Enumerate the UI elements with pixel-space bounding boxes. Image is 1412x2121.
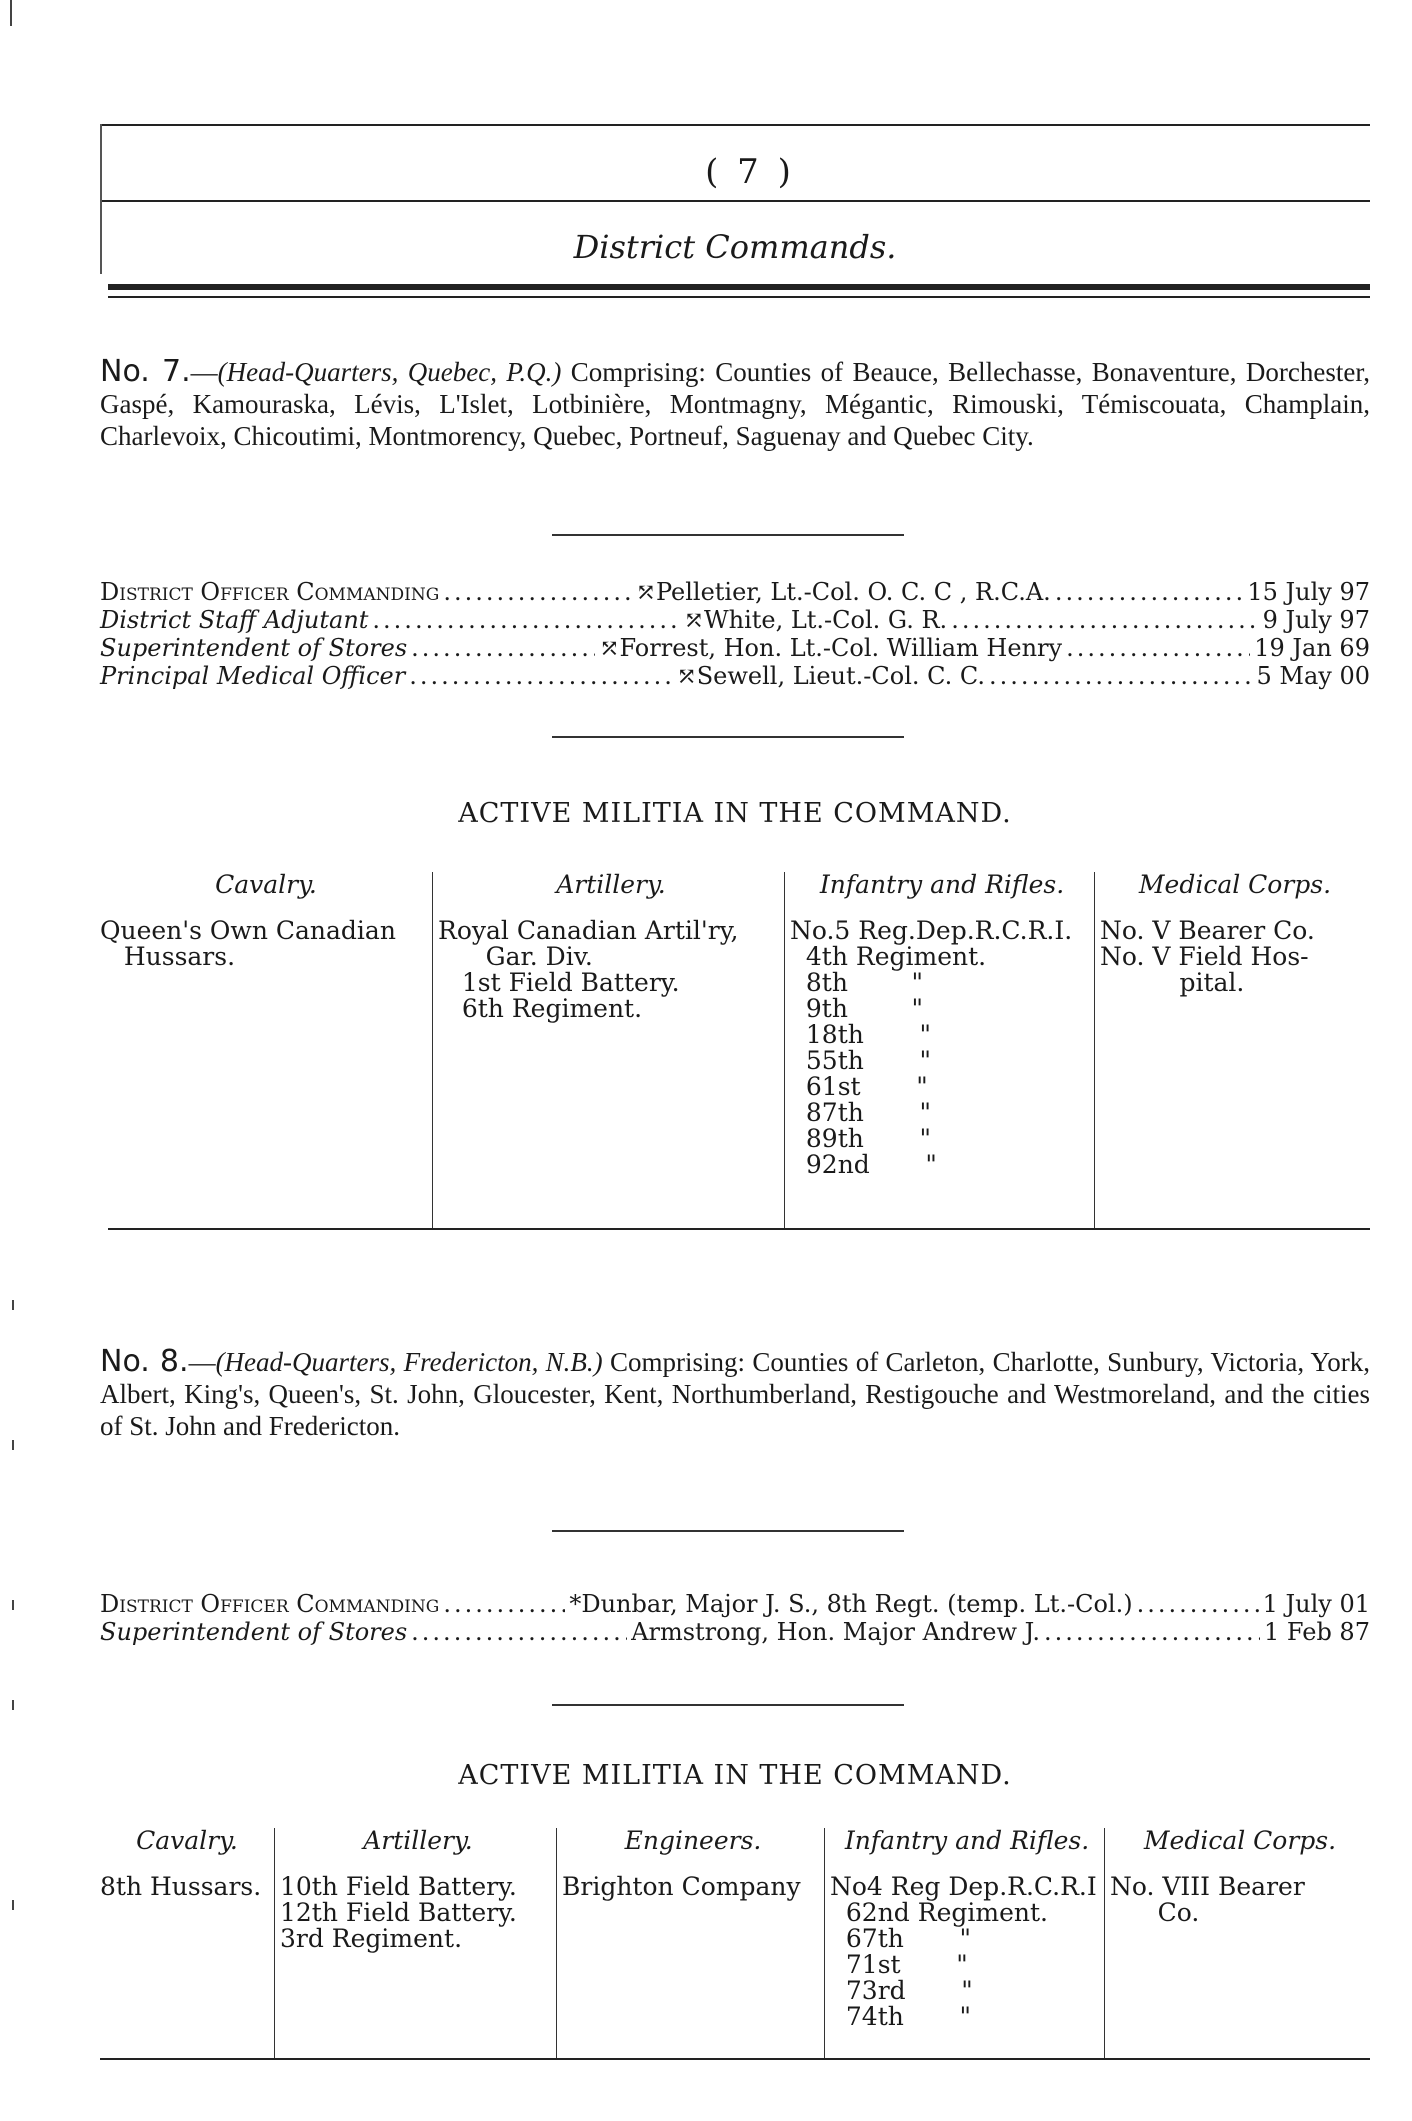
district7-table-bottom-rule (108, 1228, 1370, 1230)
officer-title: Principal Medical Officer (100, 662, 406, 690)
leader-dots (411, 1618, 627, 1646)
bottom-rule (100, 2058, 1370, 2060)
unit-entry: 10th Field Battery. (280, 1872, 517, 1901)
district8-heading: No. 8. (100, 1344, 189, 1379)
margin-mark (12, 1900, 14, 1910)
column-cell (830, 1874, 1104, 2030)
militia-column (280, 1828, 556, 1952)
district8-militia-table (100, 1828, 1370, 2058)
column-header: Infantry and Rifles. (844, 1826, 1090, 1855)
militia-column (790, 872, 1094, 1178)
officer-row (100, 606, 1370, 634)
unit-entry: No. V Field Hos- (1100, 942, 1309, 971)
divider (552, 534, 904, 536)
column-cell (100, 918, 432, 970)
unit-entry: 71st " (830, 1950, 968, 1979)
leader-dots (1044, 1618, 1260, 1646)
unit-entry: No4 Reg Dep.R.C.R.I (830, 1872, 1097, 1901)
column-separator (824, 1828, 825, 2058)
officer-title: District Officer Commanding (100, 578, 440, 606)
column-cell (790, 918, 1094, 1178)
divider (552, 1530, 904, 1532)
margin-mark (12, 1600, 14, 1610)
margin-mark (10, 0, 12, 26)
leader-dots (1137, 1590, 1259, 1618)
unit-entry: 1st Field Battery. (438, 968, 680, 997)
unit-entry: 89th " (790, 1124, 931, 1153)
section-title: District Commands. (573, 228, 897, 266)
unit-entry: 6th Regiment. (438, 994, 643, 1023)
unit-entry: Royal Canadian Artil'ry, (438, 916, 739, 945)
officer-row (100, 1590, 1370, 1618)
column-cell (100, 1874, 274, 1900)
unit-entry: 8th " (790, 968, 924, 997)
unit-entry: Hussars. (100, 942, 236, 971)
district7-militia-heading: ACTIVE MILITIA IN THE COMMAND. (458, 798, 1012, 829)
leader-dots (411, 634, 595, 662)
appointment-date: 1 Feb 87 (1264, 1618, 1370, 1646)
appointment-date: 5 May 00 (1256, 662, 1370, 690)
unit-entry: 74th " (830, 2002, 971, 2031)
column-header: Medical Corps. (1138, 870, 1332, 899)
officer-row (100, 578, 1370, 606)
unit-entry: 12th Field Battery. (280, 1898, 517, 1927)
unit-entry: 8th Hussars. (100, 1872, 262, 1901)
unit-entry: No. V Bearer Co. (1100, 916, 1315, 945)
unit-entry: 73rd " (830, 1976, 973, 2005)
unit-entry: Gar. Div. (438, 942, 593, 971)
district8-militia-heading: ACTIVE MILITIA IN THE COMMAND. (458, 1760, 1012, 1791)
officer-title: Superintendent of Stores (100, 634, 408, 662)
column-header: Medical Corps. (1143, 1826, 1337, 1855)
leader-dots (409, 662, 672, 690)
unit-entry: No.5 Reg.Dep.R.C.R.I. (790, 916, 1073, 945)
unit-entry: 4th Regiment. (790, 942, 987, 971)
leader-dots (443, 578, 632, 606)
section-thin-rule (108, 296, 1370, 298)
margin-mark (12, 1440, 14, 1450)
column-separator (274, 1828, 275, 2058)
divider (552, 1704, 904, 1706)
unit-entry: No. VIII Bearer (1110, 1872, 1305, 1901)
column-separator (432, 872, 433, 1228)
leader-dots (443, 1590, 565, 1618)
officer-row (100, 634, 1370, 662)
militia-column (562, 1828, 824, 1900)
column-separator (556, 1828, 557, 2058)
divider (552, 736, 904, 738)
unit-entry: 92nd " (790, 1150, 937, 1179)
officer-name: Armstrong, Hon. Major Andrew J. (631, 1618, 1041, 1646)
officer-name: ⤱Pelletier, Lt.-Col. O. C. C , R.C.A. (635, 578, 1051, 606)
officer-title: District Staff Adjutant (100, 606, 369, 634)
column-cell (438, 918, 784, 1022)
leader-dots (989, 662, 1252, 690)
district7-desc: Comprising: Counties of Beauce, Bellechasse, Bonaventure, Dorchester, Gaspé, Kamouraska, Lévis, L'Islet, Lotbinière, Montmagny, Mégantic, Rimouski, Témiscouata, Champlain, Charlevoix, Chicoutimi, Montmorency, Quebec, Portneuf, Saguenay and Quebec City. (100, 357, 1370, 451)
unit-entry: 62nd Regiment. (830, 1898, 1048, 1927)
unit-entry: 87th " (790, 1098, 931, 1127)
top-rule-1 (100, 124, 1370, 126)
district7-hq: —(Head-Quarters, Quebec, P.Q.) (190, 357, 562, 387)
militia-column (100, 1828, 274, 1900)
column-header: Infantry and Rifles. (819, 870, 1065, 899)
officer-name: *Dunbar, Major J. S., 8th Regt. (temp. Lt.-Col.) (569, 1590, 1133, 1618)
district7-heading: No. 7. (100, 354, 191, 389)
column-separator (1104, 1828, 1105, 2058)
appointment-date: 1 July 01 (1262, 1590, 1370, 1618)
leader-dots (372, 606, 679, 634)
appointment-date: 19 Jan 69 (1254, 634, 1370, 662)
leader-dots (1055, 578, 1244, 606)
officer-row (100, 1618, 1370, 1646)
leader-dots (951, 606, 1258, 634)
unit-entry: 3rd Regiment. (280, 1924, 463, 1953)
militia-column (830, 1828, 1104, 2030)
officer-name: ⤱Forrest, Hon. Lt.-Col. William Henry (599, 634, 1063, 662)
appointment-date: 15 July 97 (1247, 578, 1370, 606)
margin-mark (12, 1700, 14, 1710)
district8-desc: Comprising: Counties of Carleton, Charlotte, Sunbury, Victoria, York, Albert, King's, Queen's, St. John, Gloucester, Kent, Northumberland, Restigouche and Westmoreland, and the cities of St. John and Fredericton. (100, 1347, 1370, 1441)
column-cell (280, 1874, 556, 1952)
leader-dots (1066, 634, 1250, 662)
column-cell (562, 1874, 824, 1900)
militia-column (100, 872, 432, 970)
unit-entry: Brighton Company (562, 1872, 801, 1901)
militia-column (1100, 872, 1370, 996)
unit-entry: pital. (1100, 968, 1245, 997)
column-header: Cavalry. (136, 1826, 238, 1855)
unit-entry: 61st " (790, 1072, 928, 1101)
officer-row (100, 662, 1370, 690)
district8-hq: —(Head-Quarters, Fredericton, N.B.) (188, 1347, 603, 1377)
militia-column (438, 872, 784, 1022)
unit-entry: 9th " (790, 994, 924, 1023)
column-separator (784, 872, 785, 1228)
column-header: Engineers. (624, 1826, 762, 1855)
column-separator (1094, 872, 1095, 1228)
unit-entry: 18th " (790, 1020, 931, 1049)
district8-paragraph (100, 1346, 1370, 1442)
district8-officers (100, 1590, 1370, 1646)
unit-entry: Co. (1110, 1898, 1200, 1927)
district7-paragraph (100, 356, 1370, 452)
margin-mark (12, 1300, 14, 1310)
district7-militia-table (100, 872, 1370, 1232)
district7-officers (100, 578, 1370, 690)
column-header: Cavalry. (215, 870, 317, 899)
column-cell (1100, 918, 1370, 996)
top-rule-2 (100, 200, 1370, 202)
officer-title: District Officer Commanding (100, 1590, 440, 1618)
officer-name: ⤱White, Lt.-Col. G. R. (683, 606, 948, 634)
section-thick-rule (108, 284, 1370, 290)
unit-entry: Queen's Own Canadian (100, 916, 396, 945)
column-header: Artillery. (556, 870, 666, 899)
unit-entry: 55th " (790, 1046, 931, 1075)
column-header: Artillery. (363, 1826, 473, 1855)
unit-entry: 67th " (830, 1924, 971, 1953)
militia-column (1110, 1828, 1370, 1926)
column-cell (1110, 1874, 1370, 1926)
officer-title: Superintendent of Stores (100, 1618, 408, 1646)
appointment-date: 9 July 97 (1262, 606, 1370, 634)
officer-name: ⤱Sewell, Lieut.-Col. C. C. (676, 662, 986, 690)
page-number: ( 7 ) (705, 152, 795, 192)
